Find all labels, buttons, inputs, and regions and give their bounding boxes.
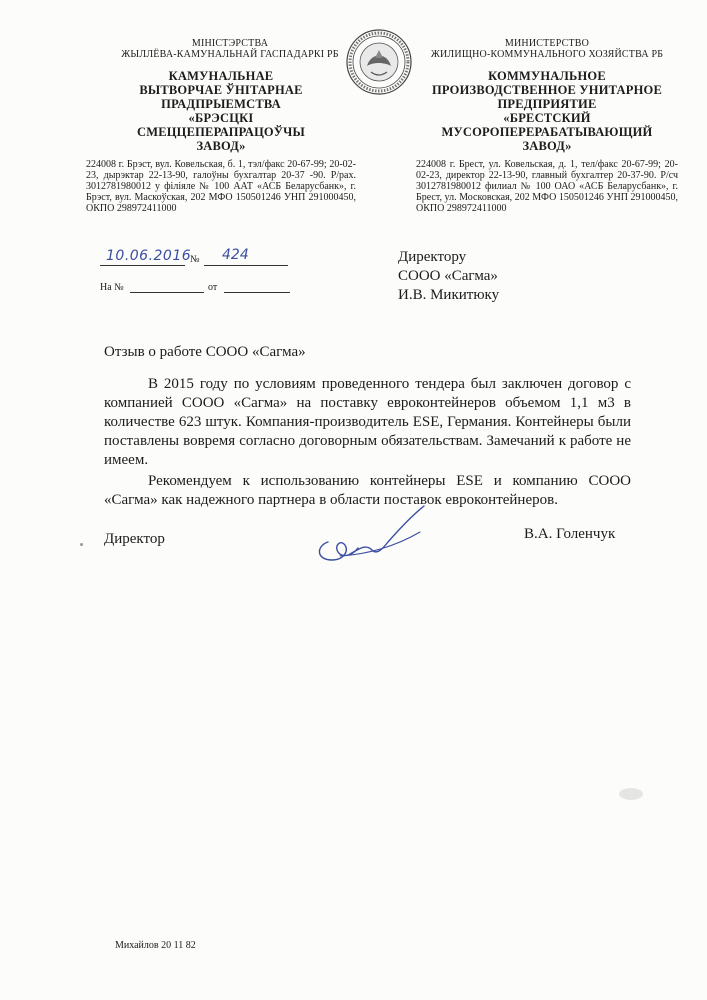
header-left (86, 38, 356, 214)
org-line: ПРАДПРЫЕМСТВА (161, 97, 281, 111)
letter-subject: Отзыв о работе СООО «Сагма» (104, 344, 306, 360)
date-underline (100, 265, 185, 266)
org-line: КАМУНАЛЬНАЕ (168, 69, 274, 83)
org-line: МУСОРОПЕРЕРАБАТЫВАЮЩИЙ (441, 125, 653, 139)
header-right (416, 38, 678, 214)
signatory-name: В.А. Голенчук (524, 526, 616, 542)
ministry-name-by (86, 38, 356, 60)
handwritten-date: 10.06.2016 (106, 248, 192, 264)
addressee-line: СООО «Сагма» (398, 268, 498, 284)
ministry-line: ЖЫЛЛЁВА-КАМУНАЛЬНАЙ ГАСПАДАРКІ РБ (121, 49, 339, 60)
org-line: «БРЭСЦКІ (188, 111, 254, 125)
org-address-ru: 224008 г. Брест, ул. Ковельская, д. 1, тел/факс 20-67-99; 20-02-23, директор 22-13-90, главный бухгалтер 20-37-90. Р/сч 3012781980012 филиал № 100 ОАО «АСБ Беларусбанк», г. Брест, ул. Московская, 202 МФО 150501246 УНП 291000450, ОКПО 298972411000 (416, 159, 678, 214)
paragraph: В 2015 году по условиям проведенного тендера был заключен договор с компанией СООО «Сагма» на поставку евроконтейнеров объемом 1,1 м3 в количестве 623 штук. Компания-производитель ESE, Германия. Контейнеры были поставлены вовремя согласно договорным обязательствам. Замечаний к работе не имеем. (104, 376, 631, 468)
signatory-title: Директор (104, 531, 165, 547)
ministry-line: ЖИЛИЩНО-КОММУНАЛЬНОГО ХОЗЯЙСТВА РБ (430, 49, 664, 60)
from-label: от (208, 282, 218, 293)
ministry-line: МІНІСТЭРСТВА (191, 38, 269, 49)
from-line (224, 292, 290, 293)
org-line: СМЕЦЦЕПЕРАПРАЦОЎЧЫ (136, 125, 306, 139)
org-address-by: 224008 г. Брэст, вул. Ковельская, б. 1, тэл/факс 20-67-99; 20-02-23, дырэктар 22-13-90, галоўны бухгалтар 20-37 -90. Р/рах. 3012781980012 у філіяле № 100 ААТ «АСБ Беларусбанк», г. Брэст, вул. Маскоўская, 202 МФО 150501246 УНП 291000450, ОКПО 298972411000 (86, 159, 356, 214)
org-line: «БРЕСТСКИЙ (503, 111, 591, 125)
org-line: КОММУНАЛЬНОЕ (488, 69, 606, 83)
org-line: ЗАВОД» (522, 139, 572, 153)
scan-smudge (618, 786, 644, 802)
org-line: ПРЕДПРИЯТИЕ (497, 97, 597, 111)
on-number-line (130, 292, 204, 293)
emblem-logo (345, 28, 413, 96)
addressee-line: И.В. Микитюку (398, 287, 500, 303)
org-line: ПРОИЗВОДСТВЕННОЕ УНИТАРНОЕ (431, 83, 663, 97)
addressee-block (398, 248, 499, 305)
addressee-line: Директору (398, 249, 467, 265)
number-underline (204, 265, 288, 266)
executor-note: Михайлов 20 11 82 (115, 940, 196, 951)
handwritten-number: 424 (222, 247, 249, 263)
outgoing-ref (100, 248, 300, 270)
ministry-name-ru (416, 38, 678, 60)
number-sign: № (190, 254, 200, 265)
paragraph: Рекомендуем к использованию контейнеры ESE и компанию СООО «Сагма» как надежного партнера в области поставок евроконтейнеров. (104, 473, 631, 508)
ministry-line: МИНИСТЕРСТВО (504, 38, 590, 49)
handwritten-signature (310, 502, 430, 572)
org-name-by (86, 69, 356, 153)
org-line: ВЫТВОРЧАЕ ЎНІТАРНАЕ (139, 83, 303, 97)
org-line: ЗАВОД» (196, 139, 246, 153)
on-number-label: На № (100, 282, 124, 293)
incoming-ref (100, 282, 300, 296)
org-name-ru (416, 69, 678, 153)
letter-body (104, 375, 631, 512)
scan-speck (80, 543, 83, 546)
